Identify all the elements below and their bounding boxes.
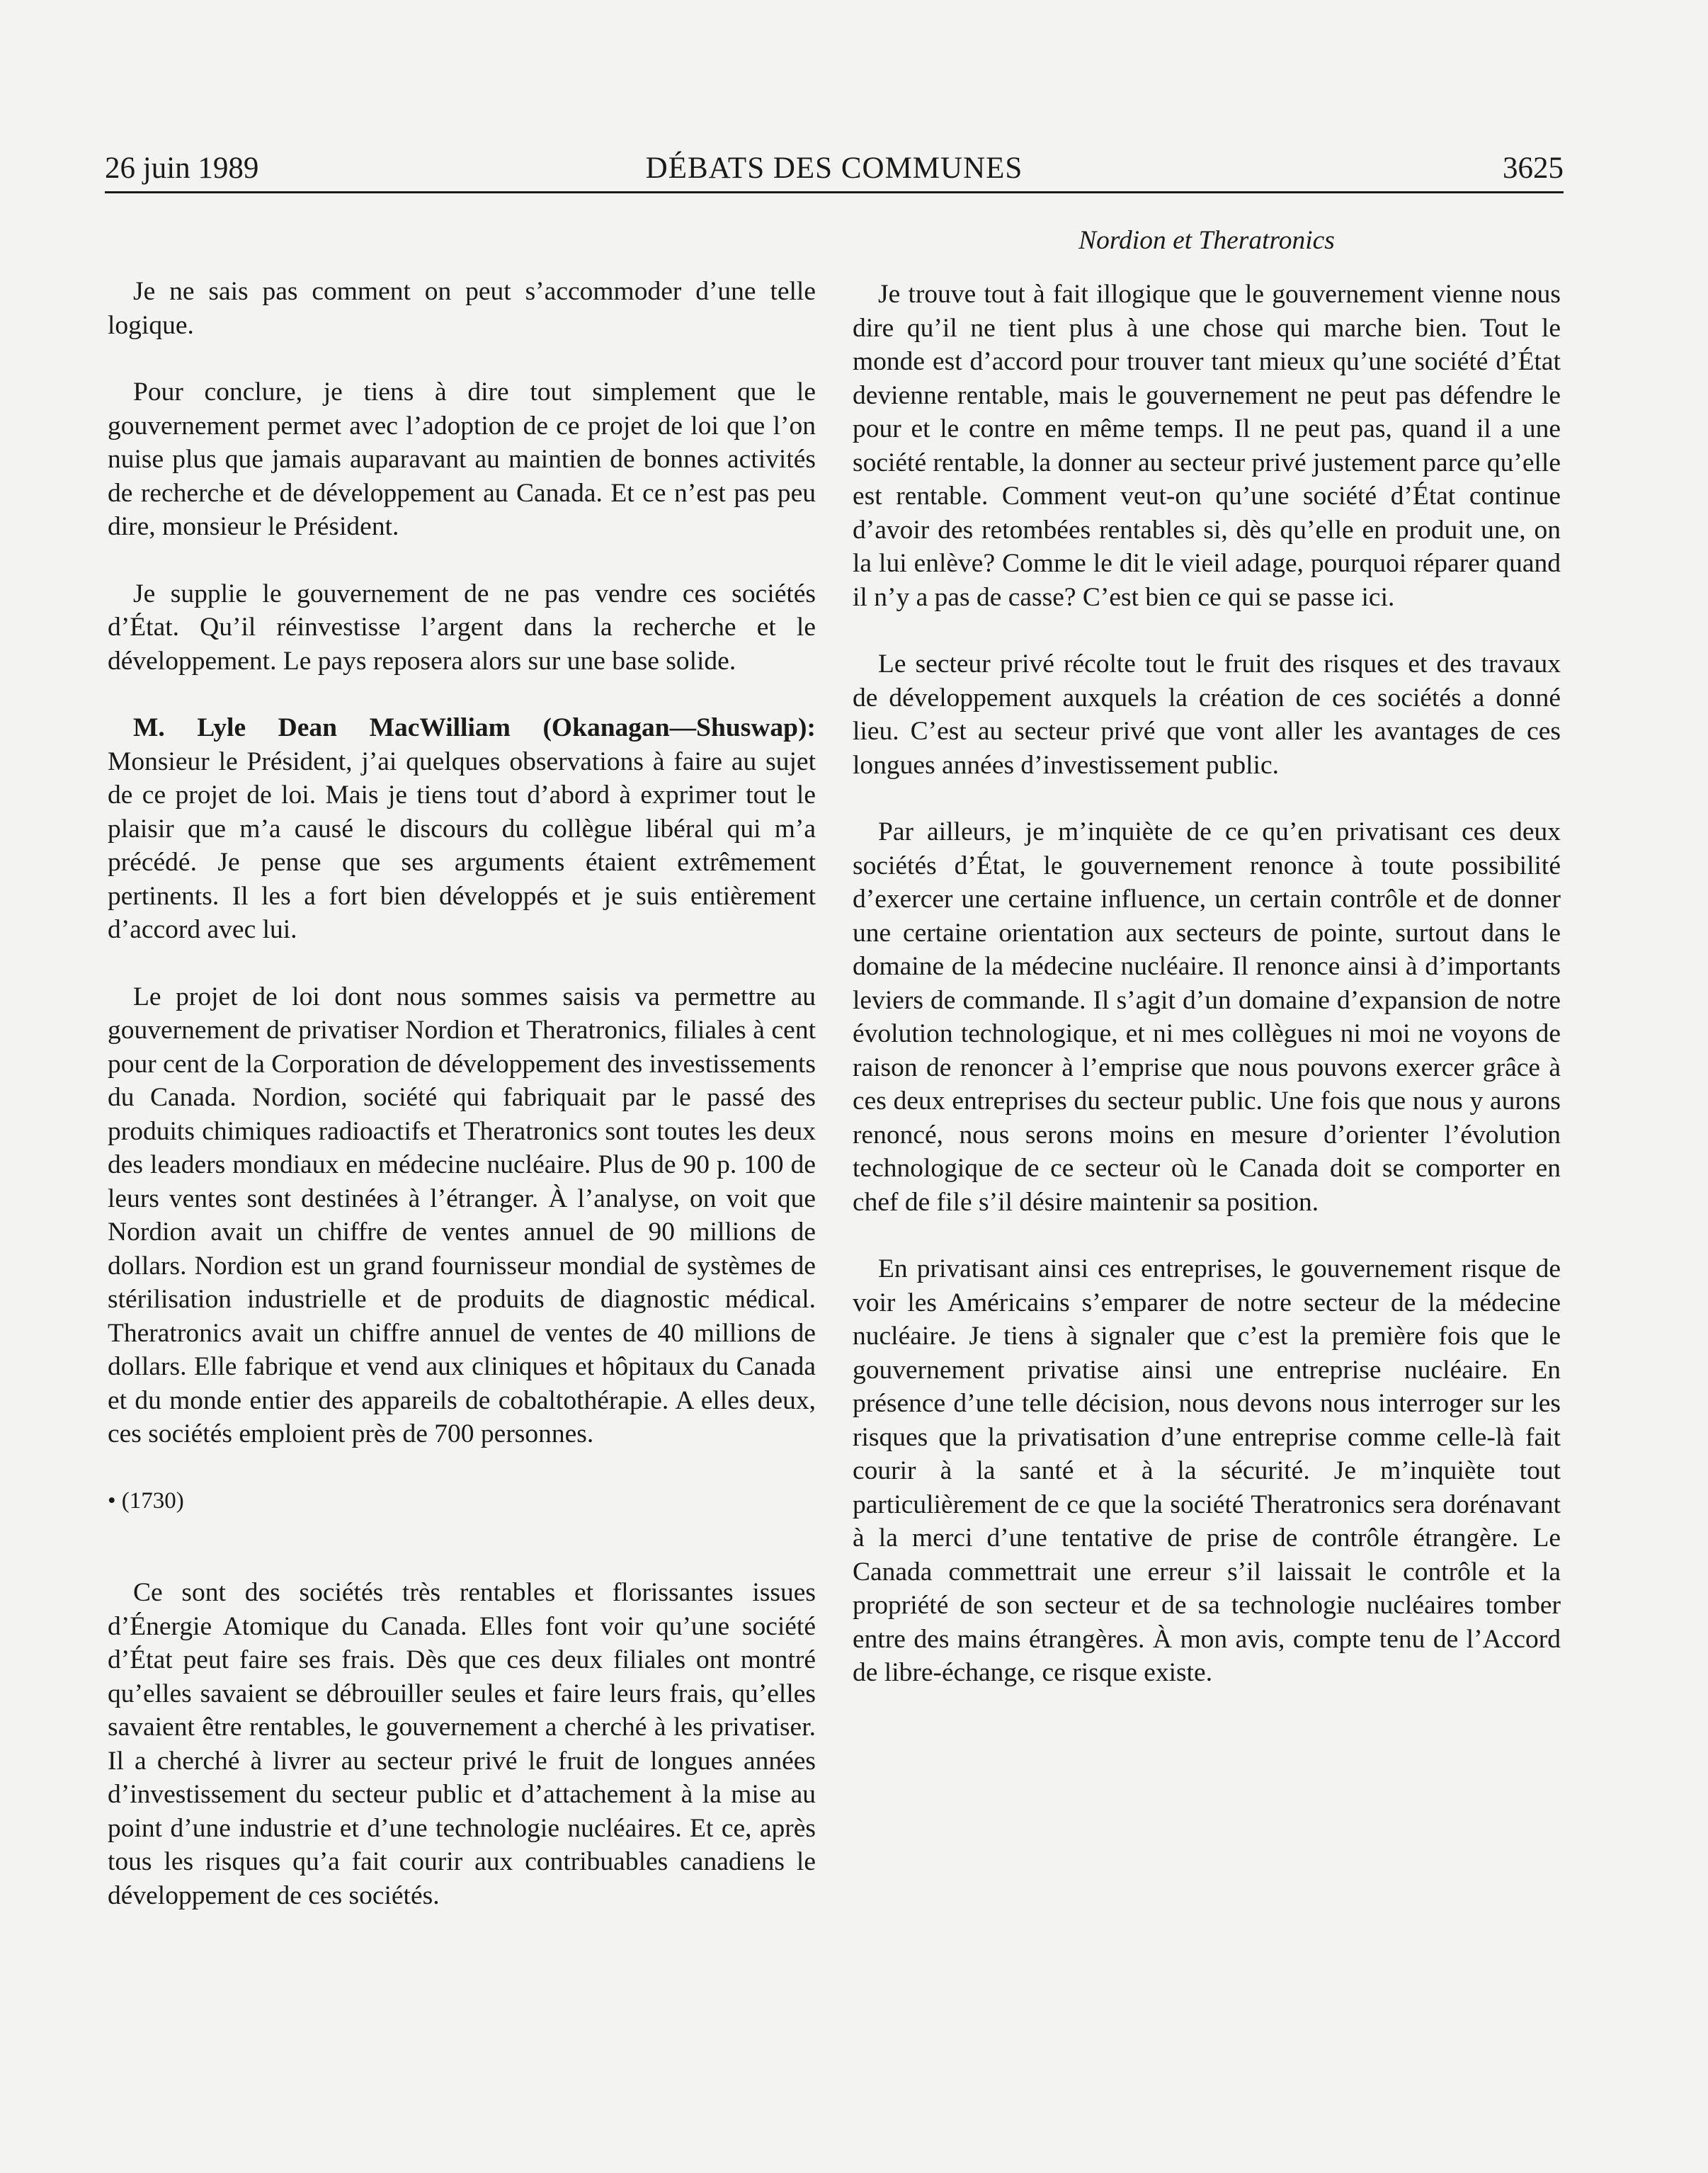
paragraph: Ce sont des sociétés très rentables et florissantes issues d’Énergie Atomique du Canada. Elles font voir qu’une société d’État peut faire ses frais. Dès que ces deux filiales ont montré qu’elles savaient se débrouiller seules et faire leurs frais, qu’elles savaient être rentables, le gouvernement a cherché à les privatiser. Il a cherché à livrer au secteur privé le fruit de longues années d’investissement du secteur public et d’attachement à la mise au point d’une industrie et d’une technologie nucléaires. Et ce, après tous les risques qu’a fait courir aux contribuables canadiens le développement de ces sociétés. <box>108 1578 816 1910</box>
time-marker: • (1730) <box>108 1487 184 1514</box>
paragraph: En privatisant ainsi ces entreprises, le gouvernement risque de voir les Américains s’emparer de notre secteur de la médecine nucléaire. Je tiens à signaler que c’est la première fois que le gouvernement privatise ainsi une entreprise nucléaire. En présence d’une telle décision, nous devons nous interroger sur les risques que la privatisation d’une entreprise comme celle-là fait courir à la santé et à la sécurité. Je m’inquiète tout particulièrement de ce que la société Theratronics sera dorénavant à la merci d’une tentative de prise de contrôle étrangère. Le Canada commettrait une erreur s’il laissait le contrôle et la propriété de son secteur et de sa technologie nucléaires tomber entre des mains étrangères. À mon avis, compte tenu de l’Accord de libre-échange, ce risque existe. <box>853 1254 1561 1687</box>
speaker-name: M. Lyle Dean MacWilliam (Okanagan—Shuswap): <box>133 713 816 742</box>
header-page-number: 3625 <box>1503 152 1564 185</box>
left-column <box>108 275 816 1946</box>
paragraph: Je trouve tout à fait illogique que le gouvernement vienne nous dire qu’il ne tient plus à une chose qui marche bien. Tout le monde est d’accord pour trouver tant mieux qu’une société d’État devienne rentable, mais le gouvernement ne peut pas défendre le pour et le contre en même temps. Il ne peut pas, quand il a une société rentable, la donner au secteur privé justement parce qu’elle est rentable. Comment veut-on qu’une société d’État continue d’avoir des retombées rentables si, dès qu’elle en produit une, on la lui enlève? Comme le dit le vieil adage, pourquoi réparer quand il n’y a pas de casse? C’est bien ce qui se passe ici. <box>853 280 1561 612</box>
header-journal-title: DÉBATS DES COMMUNES <box>645 152 1023 185</box>
paragraph: Le secteur privé récolte tout le fruit des risques et des travaux de développement auxquels la création de ces sociétés a donné lieu. C’est au secteur privé que vont aller les avantages de ces longues années d’investissement public. <box>853 649 1561 780</box>
paragraph: Je supplie le gouvernement de ne pas vendre ces sociétés d’État. Qu’il réinvestisse l’argent dans la recherche et le développement. Le pays reposera alors sur une base solide. <box>108 579 816 676</box>
page-header <box>105 147 1564 190</box>
paragraph: Le projet de loi dont nous sommes saisis va permettre au gouvernement de privatiser Nordion et Theratronics, filiales à cent pour cent de la Corporation de développement des investissements du Canada. Nordion, société qui fabriquait par le passé des produits chimiques radioactifs et Theratronics sont toutes les deux des leaders mondiaux en médecine nucléaire. Plus de 90 p. 100 de leurs ventes sont destinées à l’étranger. À l’analyse, on voit que Nordion avait un chiffre de ventes annuel de 90 millions de dollars. Nordion est un grand fournisseur mondial de systèmes de stérilisation industrielle et de produits de diagnostic médical. Theratronics avait un chiffre annuel de ventes de 40 millions de dollars. Elle fabrique et vend aux cliniques et hôpitaux du Canada et du monde entier des appareils de cobaltothérapie. A elles deux, ces sociétés emploient près de 700 personnes. <box>108 982 816 1448</box>
header-rule <box>105 191 1564 193</box>
right-column <box>853 226 1561 1723</box>
paragraph: Je ne sais pas comment on peut s’accommoder d’une telle logique. <box>108 277 816 340</box>
section-heading: Nordion et Theratronics <box>1078 226 1335 255</box>
speaker-text: Monsieur le Président, j’ai quelques observations à faire au sujet de ce projet de loi. Mais je tiens tout d’abord à exprimer tout le plaisir que m’a causé le discours du collègue libéral qui m’a précédé. Je pense que ses arguments étaient extrêmement pertinents. Il les a fort bien développés et je suis entièrement d’accord avec lui. <box>108 747 816 944</box>
paragraph: Pour conclure, je tiens à dire tout simplement que le gouvernement permet avec l’adoption de ce projet de loi que l’on nuise plus que jamais auparavant au maintien de bonnes activités de recherche et de développement au Canada. Et ce n’est pas peu dire, monsieur le Président. <box>108 378 816 541</box>
header-date: 26 juin 1989 <box>105 152 259 185</box>
paragraph: Par ailleurs, je m’inquiète de ce qu’en privatisant ces deux sociétés d’État, le gouvernement renonce à toute possibilité d’exercer une certaine influence, un certain contrôle et de donner une certaine orientation aux secteurs de pointe, surtout dans le domaine de la médecine nucléaire. Il renonce ainsi à d’importants leviers de commande. Il s’agit d’un domaine d’expansion de notre évolution technologique, et ni mes collègues ni moi ne voyons de raison de renoncer à l’emprise que nous pouvons exercer grâce à ces deux entreprises du secteur public. Une fois que nous y aurons renoncé, nous serons moins en mesure d’orienter l’évolution technologique de ce secteur où le Canada doit se comporter en chef de file s’il désire maintenir sa position. <box>853 817 1561 1217</box>
speaker-paragraph <box>108 711 816 947</box>
